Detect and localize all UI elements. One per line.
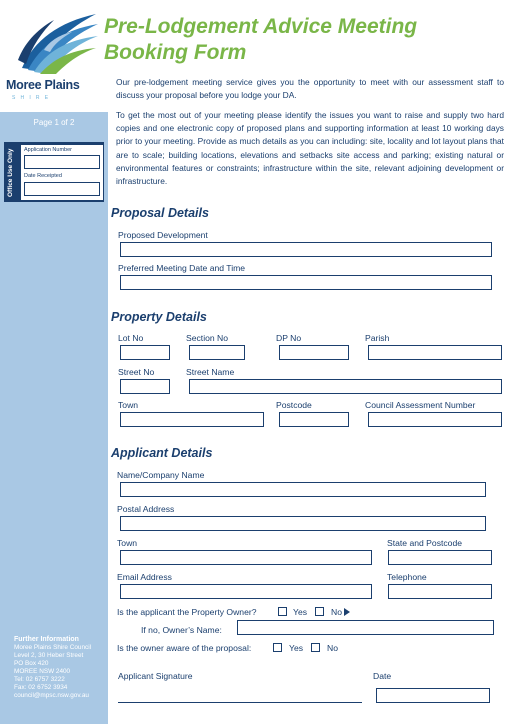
owners-name-label: If no, Owner’s Name: xyxy=(141,625,222,635)
street-no-label: Street No xyxy=(118,367,155,377)
date-field[interactable] xyxy=(376,688,490,703)
postal-address-label: Postal Address xyxy=(117,504,175,514)
property-town-field[interactable] xyxy=(120,412,264,427)
telephone-label: Telephone xyxy=(387,572,427,582)
contact-line: MOREE NSW 2400 xyxy=(14,668,71,675)
signature-line[interactable] xyxy=(118,702,362,703)
date-receipted-label: Date Receipted xyxy=(24,173,62,179)
intro-paragraph-2: To get the most out of your meeting please identify the issues you want to raise and supply two hard copies and one electronic copy of proposed plans and supporting information at least 10 working days prior to your meeting. Provide as much details as you can including: site, locality and lot layout plans that are to scale; building locations, elevations and setbacks site access and parking; existing natural or environmental features or constraints; infrastructure within the site, relevant adjoining development or infrastructure. xyxy=(116,110,504,187)
preferred-date-field[interactable] xyxy=(120,275,492,290)
dp-no-label: DP No xyxy=(276,333,302,343)
owner-question-label: Is the applicant the Property Owner? xyxy=(117,607,257,617)
applicant-town-field[interactable] xyxy=(120,550,372,565)
contact-line: Moree Plains Shire Council xyxy=(14,644,92,651)
lot-no-label: Lot No xyxy=(118,333,144,343)
name-company-field[interactable] xyxy=(120,482,486,497)
owner-no-checkbox[interactable] xyxy=(315,607,324,616)
council-assessment-label: Council Assessment Number xyxy=(365,400,476,410)
date-label: Date xyxy=(373,671,392,681)
contact-line: Level 2, 30 Heber Street xyxy=(14,652,84,659)
postcode-label: Postcode xyxy=(276,400,312,410)
contact-line: Tel: 02 6757 3222 xyxy=(14,676,65,683)
postcode-field[interactable] xyxy=(279,412,349,427)
moree-plains-logo-icon xyxy=(14,10,100,76)
title-line-2: Booking Form xyxy=(104,41,247,64)
further-information-heading: Further Information xyxy=(14,636,79,643)
street-no-field[interactable] xyxy=(120,379,170,394)
logo-name: Moree Plains xyxy=(6,78,80,92)
applicant-town-label: Town xyxy=(117,538,138,548)
title-line-1: Pre-Lodgement Advice Meeting xyxy=(104,15,418,38)
sidebar xyxy=(0,112,108,724)
aware-yes-label: Yes xyxy=(289,643,304,653)
section-no-field[interactable] xyxy=(189,345,245,360)
contact-email[interactable]: council@mpsc.nsw.gov.au xyxy=(14,692,89,699)
logo xyxy=(0,0,108,112)
page-title xyxy=(104,14,417,66)
owner-yes-label: Yes xyxy=(293,607,308,617)
further-information xyxy=(14,636,108,700)
dp-no-field[interactable] xyxy=(279,345,349,360)
council-assessment-field[interactable] xyxy=(368,412,502,427)
date-receipted-field[interactable] xyxy=(24,182,100,196)
state-postcode-field[interactable] xyxy=(388,550,492,565)
logo-subtitle: SHIRE xyxy=(12,95,54,101)
name-company-label: Name/Company Name xyxy=(117,470,205,480)
owner-yes-checkbox[interactable] xyxy=(278,607,287,616)
property-town-label: Town xyxy=(118,400,139,410)
application-number-field[interactable] xyxy=(24,155,100,169)
telephone-field[interactable] xyxy=(388,584,492,599)
intro-paragraph-1: Our pre-lodgement meeting service gives you the opportunity to meet with our assessment staff to discuss your proposal before you lodge your DA. xyxy=(116,77,504,101)
property-details-heading: Property Details xyxy=(111,310,207,324)
state-postcode-label: State and Postcode xyxy=(387,538,463,548)
lot-no-field[interactable] xyxy=(120,345,170,360)
proposed-development-field[interactable] xyxy=(120,242,492,257)
office-use-panel xyxy=(4,142,104,202)
preferred-date-label: Preferred Meeting Date and Time xyxy=(118,263,246,273)
aware-yes-checkbox[interactable] xyxy=(273,643,282,652)
proposed-development-label: Proposed Development xyxy=(118,230,208,240)
postal-address-field[interactable] xyxy=(120,516,486,531)
arrow-right-icon xyxy=(344,608,350,616)
proposal-details-heading: Proposal Details xyxy=(111,206,209,220)
aware-no-label: No xyxy=(327,643,338,653)
owners-name-field[interactable] xyxy=(237,620,494,635)
street-name-field[interactable] xyxy=(189,379,502,394)
section-no-label: Section No xyxy=(186,333,229,343)
aware-question-label: Is the owner aware of the proposal: xyxy=(117,643,252,653)
office-use-label: Office Use Only xyxy=(7,148,14,198)
owner-no-label: No xyxy=(331,607,342,617)
contact-line: Fax: 02 6752 3934 xyxy=(14,684,68,691)
street-name-label: Street Name xyxy=(186,367,235,377)
office-use-fields xyxy=(21,145,103,200)
applicant-details-heading: Applicant Details xyxy=(111,446,213,460)
parish-label: Parish xyxy=(365,333,390,343)
contact-line: PO Box 420 xyxy=(14,660,49,667)
signature-label: Applicant Signature xyxy=(118,671,193,681)
email-label: Email Address xyxy=(117,572,172,582)
application-number-label: Application Number xyxy=(24,147,72,153)
parish-field[interactable] xyxy=(368,345,502,360)
email-field[interactable] xyxy=(120,584,372,599)
page-indicator: Page 1 of 2 xyxy=(33,118,75,127)
aware-no-checkbox[interactable] xyxy=(311,643,320,652)
